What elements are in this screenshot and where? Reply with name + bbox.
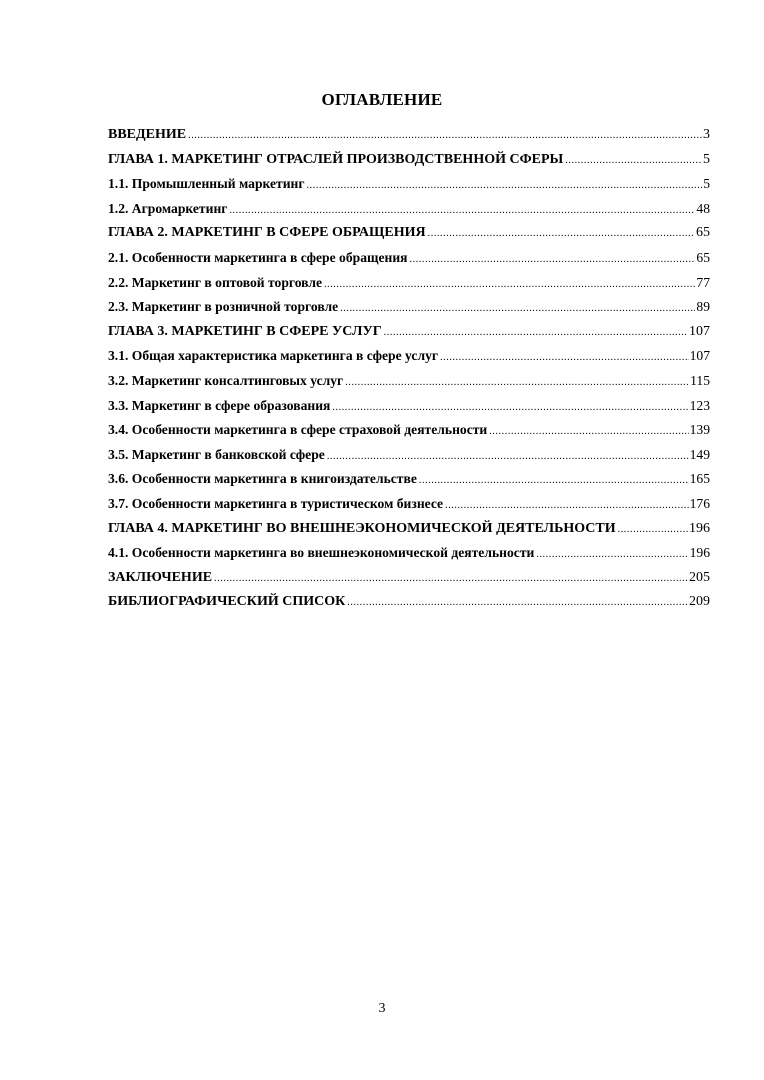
- toc-entry-label: БИБЛИОГРАФИЧЕСКИЙ СПИСОК: [108, 594, 346, 610]
- dot-leader: [565, 156, 702, 166]
- toc-entry[interactable]: [108, 447, 710, 472]
- toc-entry-page: 5: [703, 176, 710, 192]
- toc-entry-page: 89: [696, 299, 710, 315]
- dot-leader: [428, 229, 695, 239]
- toc-entry-label: 1.1. Промышленный маркетинг: [108, 176, 305, 192]
- dot-leader: [332, 403, 688, 413]
- toc-entry-label: 3.7. Особенности маркетинга в туристическом бизнесе: [108, 495, 444, 511]
- toc-entry-label: 3.3. Маркетинг в сфере образования: [108, 397, 331, 413]
- dot-leader: [618, 525, 688, 535]
- toc-entry[interactable]: [108, 348, 710, 373]
- dot-leader: [214, 574, 688, 584]
- toc-entry-label: 3.1. Общая характеристика маркетинга в сфере услуг: [108, 348, 439, 364]
- toc-entry[interactable]: [108, 176, 710, 201]
- toc-entry-page: 196: [689, 520, 710, 536]
- toc-entry-page: 3: [703, 127, 710, 142]
- toc-entry-label: 3.2. Маркетинг консалтинговых услуг: [108, 372, 344, 388]
- toc-entry[interactable]: [108, 275, 710, 300]
- toc-entry[interactable]: [108, 152, 710, 177]
- toc-entry[interactable]: [108, 570, 710, 595]
- toc-entry-label: 2.1. Особенности маркетинга в сфере обращения: [108, 249, 408, 265]
- dot-leader: [445, 501, 689, 511]
- toc-entry[interactable]: [108, 225, 710, 250]
- dot-leader: [229, 206, 695, 216]
- toc-entry[interactable]: [108, 422, 710, 447]
- dot-leader: [324, 280, 695, 290]
- toc-entry-page: 176: [689, 495, 710, 511]
- toc-entry-page: 205: [689, 569, 710, 585]
- toc-entry-label: ГЛАВА 3. МАРКЕТИНГ В СФЕРЕ УСЛУГ: [108, 323, 382, 339]
- toc-entry[interactable]: [108, 127, 710, 152]
- page-number: 3: [378, 1001, 386, 1016]
- toc-entry-label: ВВЕДЕНИЕ: [108, 127, 187, 142]
- dot-leader: [536, 550, 688, 560]
- dot-leader: [307, 181, 703, 191]
- dot-leader: [347, 598, 688, 608]
- toc-entry-label: ГЛАВА 4. МАРКЕТИНГ ВО ВНЕШНЕЭКОНОМИЧЕСКОЙ ДЕЯТЕЛЬНОСТИ: [108, 520, 616, 536]
- toc-entry-page: 107: [689, 348, 710, 364]
- toc-entry-label: ГЛАВА 1. МАРКЕТИНГ ОТРАСЛЕЙ ПРОИЗВОДСТВЕННОЙ СФЕРЫ: [108, 151, 564, 167]
- toc-entry-label: 3.4. Особенности маркетинга в сфере страховой деятельности: [108, 422, 488, 438]
- toc-entry-label: 2.3. Маркетинг в розничной торговле: [108, 299, 339, 315]
- toc-entry-label: ЗАКЛЮЧЕНИЕ: [108, 569, 213, 585]
- dot-leader: [410, 255, 696, 265]
- toc-entry-label: 3.6. Особенности маркетинга в книгоиздательстве: [108, 471, 417, 487]
- toc-entry[interactable]: [108, 373, 710, 398]
- toc-entry[interactable]: [108, 324, 710, 349]
- toc-entry[interactable]: [108, 299, 710, 324]
- toc-entry-page: 65: [696, 225, 710, 241]
- dot-leader: [440, 353, 689, 363]
- toc-entry-page: 115: [690, 372, 710, 388]
- dot-leader: [419, 476, 689, 486]
- toc-entry-page: 48: [696, 200, 710, 216]
- toc-entry[interactable]: [108, 496, 710, 521]
- toc-entry-label: 1.2. Агромаркетинг: [108, 200, 228, 216]
- toc-entry[interactable]: [108, 471, 710, 496]
- dot-leader: [340, 304, 695, 314]
- page-title: ОГЛАВЛЕНИЕ: [321, 90, 443, 109]
- dot-leader: [188, 131, 702, 141]
- toc-entry-page: 123: [689, 397, 710, 413]
- toc-entry-page: 107: [689, 323, 710, 339]
- toc-entry[interactable]: [108, 201, 710, 226]
- dot-leader: [489, 427, 688, 437]
- toc-entry-label: 4.1. Особенности маркетинга во внешнеэкономической деятельности: [108, 545, 535, 561]
- toc-entry-page: 165: [689, 471, 710, 487]
- dot-leader: [345, 378, 689, 388]
- toc-entry-page: 149: [689, 446, 710, 462]
- toc-entry-page: 139: [689, 422, 710, 438]
- toc-entry[interactable]: [108, 250, 710, 275]
- toc-entry[interactable]: [108, 594, 710, 619]
- toc-entry-label: ГЛАВА 2. МАРКЕТИНГ В СФЕРЕ ОБРАЩЕНИЯ: [108, 225, 426, 241]
- toc-entry[interactable]: [108, 545, 710, 570]
- toc-entry[interactable]: [108, 521, 710, 546]
- toc-entry-page: 77: [696, 274, 710, 290]
- dot-leader: [327, 452, 689, 462]
- toc-entry-page: 65: [696, 249, 710, 265]
- dot-leader: [384, 328, 688, 338]
- toc-entry-label: 3.5. Маркетинг в банковской сфере: [108, 446, 325, 462]
- toc-entry-page: 209: [689, 594, 710, 610]
- toc-entry-page: 196: [689, 545, 710, 561]
- toc-entry[interactable]: [108, 398, 710, 423]
- toc-entry-page: 5: [703, 151, 710, 167]
- toc-entry-label: 2.2. Маркетинг в оптовой торговле: [108, 274, 322, 290]
- table-of-contents: [108, 127, 710, 619]
